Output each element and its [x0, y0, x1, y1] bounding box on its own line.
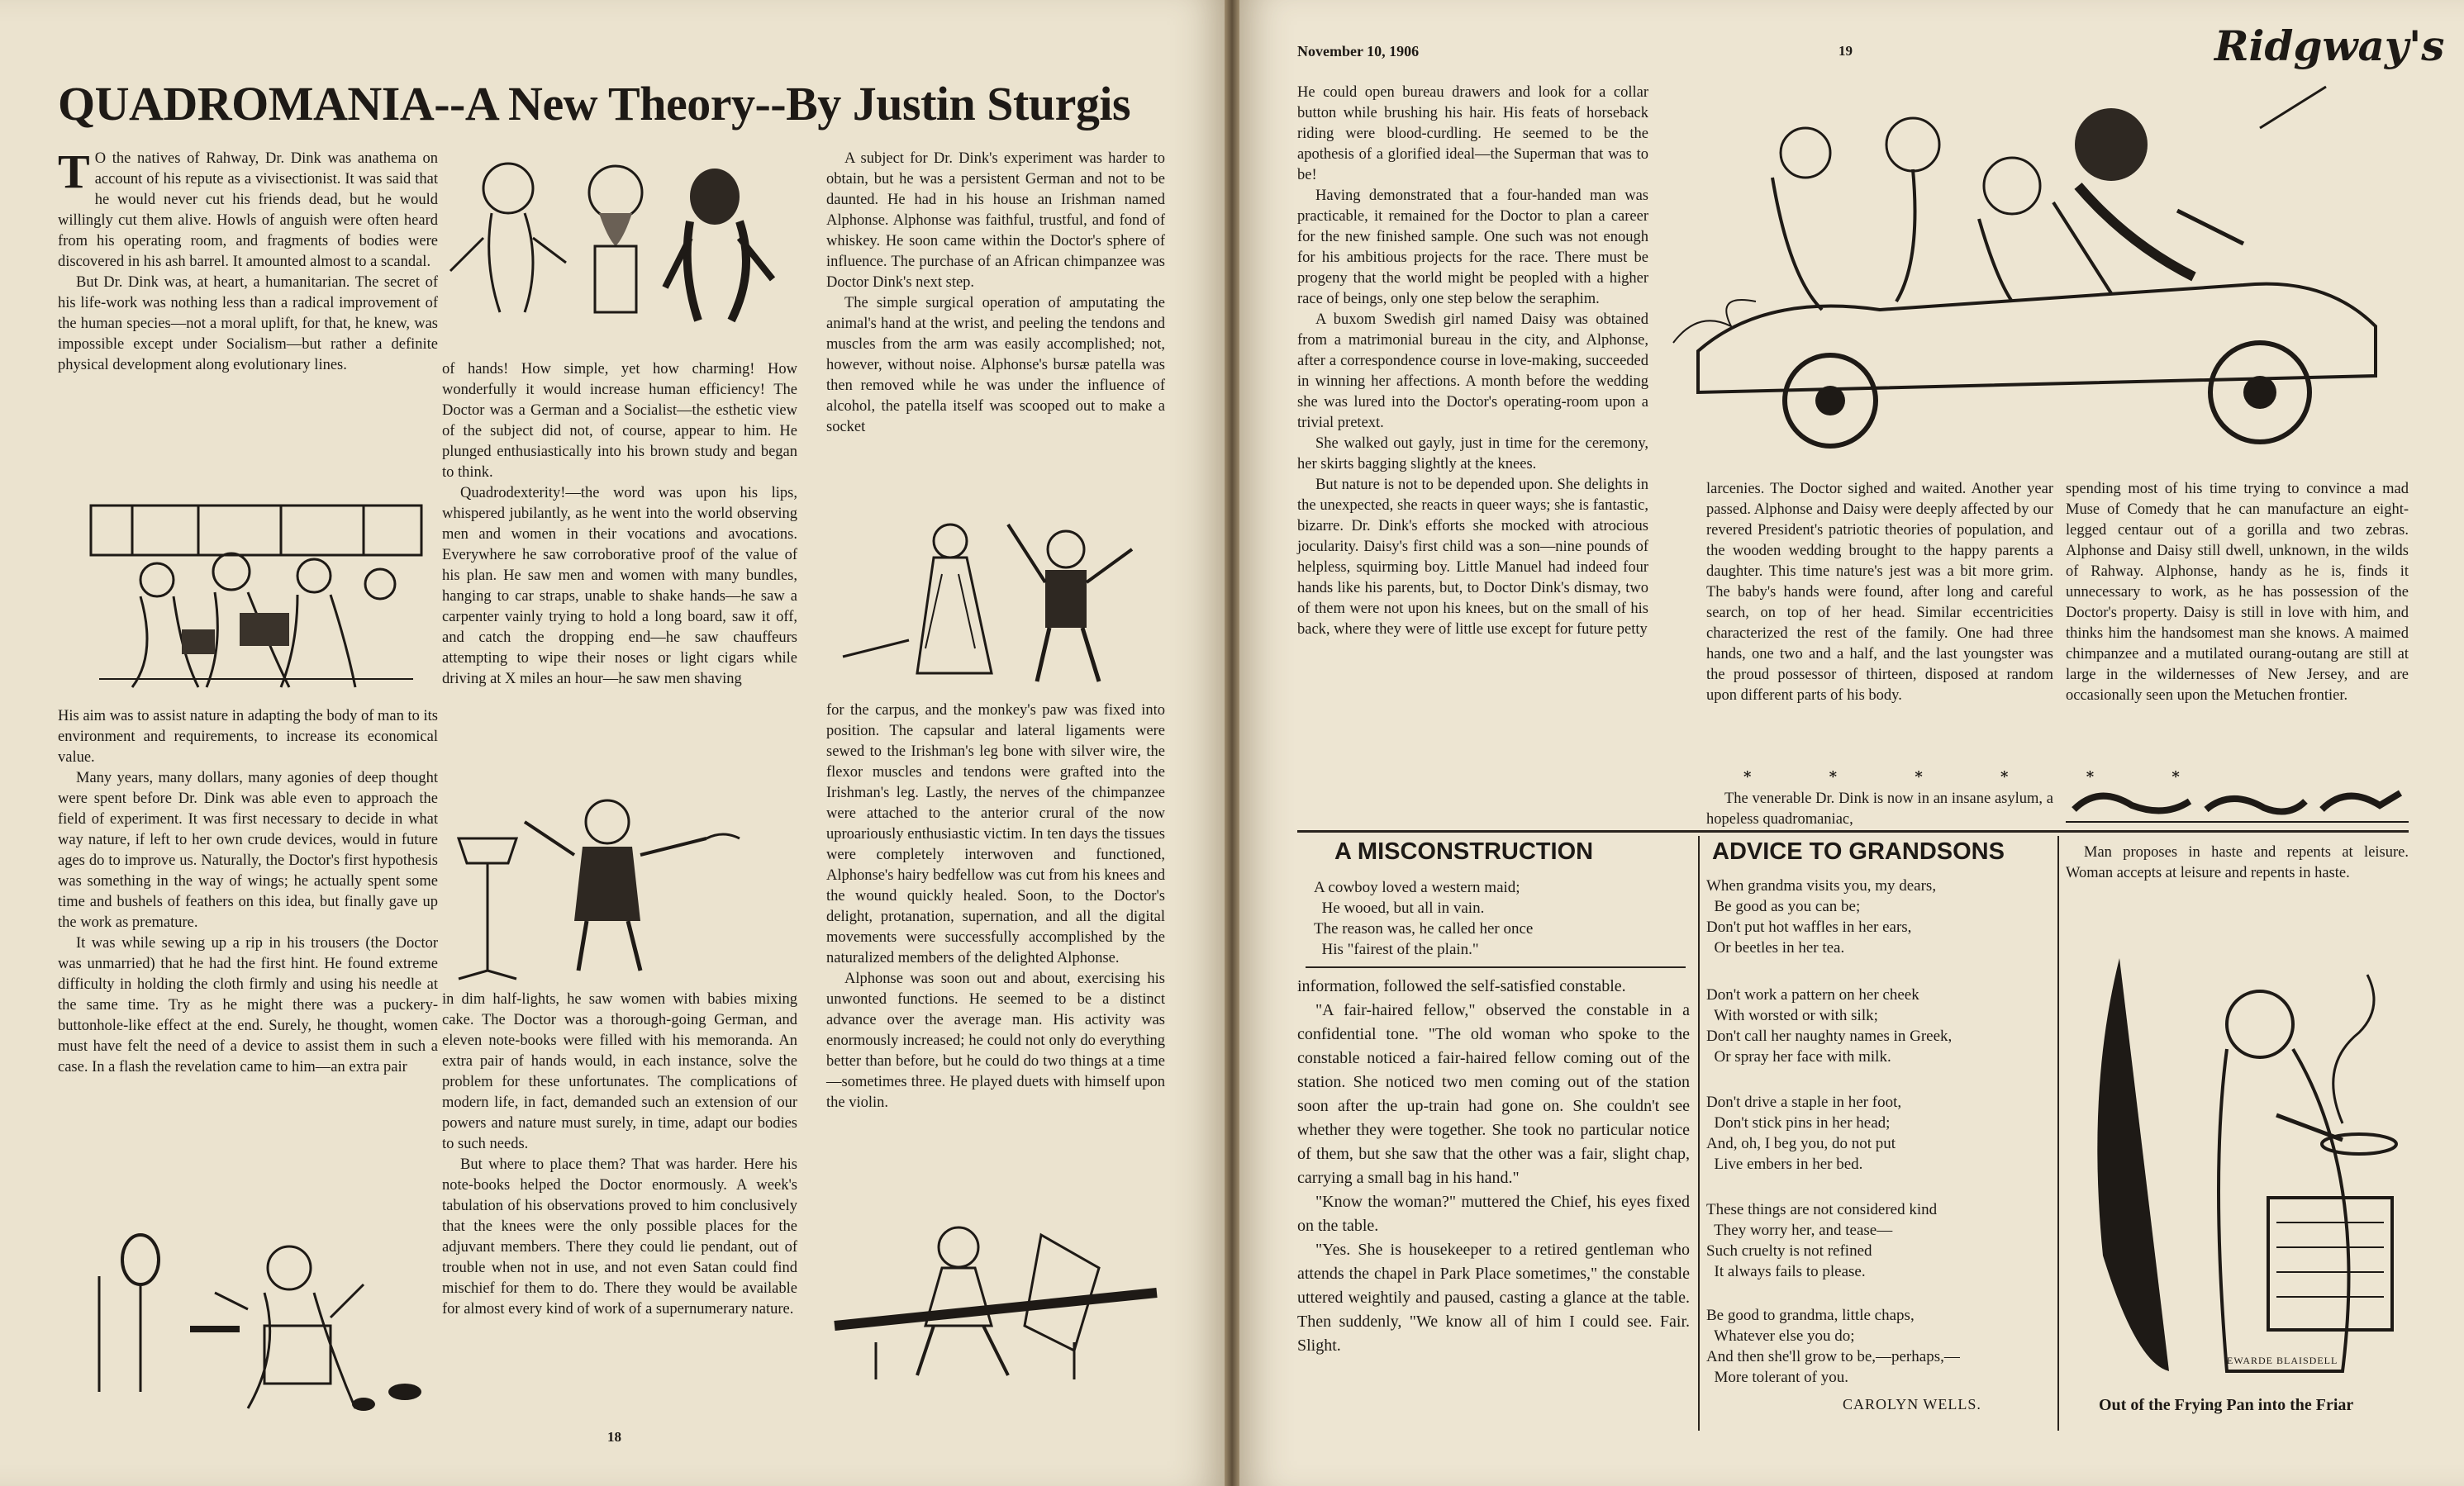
- advice-stanza-1: When grandma visits you, my dears, Be good as you can be; Don't put hot waffles in her ears, Or beetles in her tea.: [1706, 877, 1937, 957]
- book-gutter: [1225, 0, 1239, 1486]
- friar-drawing: [2070, 925, 2409, 1388]
- conductor-drawing: [442, 789, 797, 983]
- frieze-drawing: [2066, 776, 2409, 826]
- ape-drawing: [442, 147, 797, 349]
- section-divider: [1297, 830, 2409, 833]
- paragraph: for the carpus, and the monkey's paw was fixed into position. The capsular and lateral ligaments were sewed to the Irishman's leg bone with silver wire, the flexor muscles and tendons were grafted into the Irishman's leg. Lastly, the nerves of the chimpanzee were attached to the anterior crural of the now uproariously enthusiastic victim. In ten days the tissues were completely interwoven and functioned, Alphonse's hairy bedfellow was cut from his knees and the wound quickly healed. Soon, to the Doctor's delight, protanation, supernation, and all the digital movements were successfully accomplished by the naturalized members of the delighted Alphonse.: [826, 702, 1165, 966]
- paragraph: Man proposes in haste and repents at leisure. Woman accepts at leisure and repents in haste.: [2066, 844, 2409, 881]
- paragraph: But where to place them? That was harder. Here his note-books helped the Doctor enormously. A week's tabulation of his observations proved to him conclusively that the knees were the only possible places for the adjuvant members. There they could lie pendant, out of trouble when not in use, and not even Satan could find mischief for them to do. There they would be available for almost every kind of work of a supernumerary nature.: [442, 1156, 797, 1317]
- right-col2-end: [1706, 789, 2053, 830]
- left-col1-bottom: [58, 706, 438, 1078]
- left-col2-bottom: [442, 990, 797, 1320]
- right-page: [1239, 0, 2464, 1486]
- conductor-illustration: [442, 789, 797, 983]
- dancing-couple-illustration: [826, 500, 1165, 694]
- dancing-drawing: [826, 500, 1165, 694]
- left-col3-top: [826, 149, 1165, 438]
- advice-stanza-3: Don't drive a staple in her foot, Don't stick pins in her head; And, oh, I beg you, do not put Live embers in her bed.: [1706, 1094, 1902, 1173]
- column-rule: [1698, 836, 1700, 1431]
- streetcar-crowd-illustration: [83, 489, 430, 696]
- streetcar-drawing: [83, 489, 430, 696]
- paragraph: Quadrodexterity!—the word was upon his lips, whispered jubilantly, as he went into the world observing men and women in their vocations and avocations. Everywhere he saw corroborative proof of the value of his plan. He saw men and women with many bundles, hanging to car straps, unable to shake hands—he saw a carpenter vainly trying to hold a long board, saw it off, and catch the dropping end—he saw chauffeurs attempting to wipe their noses or light cigars while driving at X miles an hour—he saw men shaving: [442, 485, 797, 687]
- magazine-brand: Ridgway's: [2214, 21, 2445, 70]
- quip-text: [2066, 843, 2409, 884]
- automobile-drawing: [1665, 78, 2409, 454]
- paragraph: A subject for Dr. Dink's experiment was harder to obtain, but he was a persistent German and not to be daunted. He had in his house an Irishman named Alphonse. Alphonse was faithful, trustful, and fond of whiskey. He soon came within the Doctor's sphere of influence. The purchase of an African chimpanzee was Doctor Dink's next step.: [826, 150, 1165, 291]
- paragraph: But Dr. Dink was, at heart, a humanitarian. The secret of his life-work was nothing less than a radical improvement of the human species—not a moral uplift, for that, he knew, was impossible except under Socialism—but rather a definite physical development along evolutionary lines.: [58, 274, 438, 373]
- paragraph: His aim was to assist nature in adapting the body of man to its environment and requirements, to increase its economical value.: [58, 708, 438, 766]
- right-col1-top: [1297, 83, 1648, 640]
- advice-stanza-2: Don't work a pattern on her cheek With worsted or with silk; Don't call her naughty names in Greek, Or spray her face with milk.: [1706, 986, 1953, 1066]
- paragraph: "A fair-haired fellow," observed the constable in a confidential tone. "The old woman who spoke to the constable noticed a fair-haired fellow coming out of the station. She noticed two men coming out of the station soon after the up-train had gone on. She couldn't see whether they were together. She took no particular notice of them, but she saw that the other was a fair, slight chap, carrying a small bag in his hand.": [1297, 1001, 1690, 1187]
- article-headline: QUADROMANIA--A New Theory--By Justin Sturgis: [58, 77, 1131, 131]
- section-stars: * * * * * *: [1743, 768, 2216, 786]
- paragraph: larcenies. The Doctor sighed and waited. Another year passed. Alphonse and Daisy were deeply affected by our revered President's patriotic theories of population, and the wooden wedding brought to the happy parents a daughter. This time nature's jest was a bit more grim. The baby's hands were found, after long and careful search, on top of her head. Similar eccentricities characterized the rest of the family. One had three hands, one two and a half, and the last youngster was the proud possessor of thirteen, disposed at random upon different parts of his body.: [1706, 481, 2053, 704]
- issue-date: November 10, 1906: [1297, 43, 1420, 59]
- animal-frieze-illustration: [2066, 776, 2409, 826]
- left-col3-bottom: [826, 700, 1165, 1113]
- poem-rule: [1306, 966, 1686, 968]
- paragraph: Having demonstrated that a four-handed man was practicable, it remained for the Doctor to plan a career for the new finished sample. One such was not enough for his ambitious projects for the race. There must be progeny that the world might be peopled with a higher race of beings, only one step below the seraphim.: [1297, 188, 1648, 307]
- advice-stanza-4: These things are not considered kind They worry her, and tease— Such cruelty is not refined It always fails to please.: [1706, 1201, 1938, 1280]
- carpenter-drawing: [826, 1218, 1165, 1388]
- paragraph: He could open bureau drawers and look for a collar button while brushing his hair. His feats of horseback riding were blood-curdling. He seemed to be the apothesis of a glorified ideal—the Superman that was to be!: [1297, 84, 1648, 183]
- paragraph: She walked out gayly, just in time for the ceremony, her skirts bagging slightly at the knees.: [1297, 435, 1648, 472]
- shaving-man-illustration: [83, 1227, 430, 1425]
- doctor-and-ape-illustration: [442, 147, 797, 349]
- friar-frying-pan-illustration: [2070, 925, 2409, 1388]
- page-number: 19: [1838, 43, 1853, 59]
- page-number: 18: [607, 1429, 621, 1445]
- misconstruction-poem: A cowboy loved a western maid; He wooed, but all in vain. The reason was, he called her once His "fairest of the plain.": [1314, 879, 1534, 958]
- poem-signature: CAROLYN WELLS.: [1843, 1396, 1981, 1412]
- right-col3-top: [2066, 479, 2409, 706]
- shaving-drawing: [83, 1227, 430, 1425]
- drop-cap: T: [58, 145, 90, 198]
- paragraph: It was while sewing up a rip in his trousers (the Doctor was unmarried) that he had the first hint. He found extreme difficulty in holding the cloth firmly and using his needle at the same time. Try as he might there was a puckery-buttonhole-like effect at the end. Surely, he thought, women must have felt the need of a device to assist them in such a case. In a flash the revelation came to him—an extra pair: [58, 935, 438, 1075]
- paragraph: of hands! How simple, yet how charming! How wonderfully it would increase human efficiency! The Doctor was a German and a Socialist—the esthetic view of the subject did not, of course, appear to him. He plunged enthusiastically into his brown study and began to think.: [442, 361, 797, 481]
- left-col2-mid: [442, 359, 797, 690]
- paragraph: A buxom Swedish girl named Daisy was obtained from a matrimonial bureau in the city, and Alphonse, after a correspondence course in love-making, succeeded in winning her affections. A month before the wedding she was lured into the Doctor's operating-room upon a trivial pretext.: [1297, 311, 1648, 431]
- paragraph: Many years, many dollars, many agonies of deep thought were spent before Dr. Dink was able even to approach the field of experiment. It was first necessary to decide in what way nature, if left to her own crude devices, would in future ages do to improve us. Naturally, the Doctor's first hypothesis was something in the way of wings; he actually spent some time and bushels of feathers on this idea, but finally gave up the work as premature.: [58, 770, 438, 931]
- carpenter-illustration: [826, 1218, 1165, 1388]
- paragraph: The venerable Dr. Dink is now in an insane asylum, a hopeless quadromaniac,: [1706, 790, 2053, 828]
- column-rule: [2057, 836, 2059, 1431]
- paragraph: information, followed the self-satisfied constable.: [1297, 977, 1626, 995]
- advice-stanza-5: Be good to grandma, little chaps, Whatever else you do; And then she'll grow to be,—perhaps,— More tolerant of you.: [1706, 1307, 1960, 1386]
- paragraph: O the natives of Rahway, Dr. Dink was anathema on account of his repute as a vivisectionist. It was said that he would never cut his friends dead, but he would willingly cut them alive. Howls of anguish were often heard from his operating room, and fragments of bodies were discovered in his ash barrel. It amounted almost to a scandal.: [58, 150, 438, 270]
- paragraph: The simple surgical operation of amputating the animal's hand at the wrist, and peeling the tendons and muscles from the arm was easily accomplished; not, however, without noise. Alphonse's bursæ patella was then removed while he was under the influence of alcohol, the patella itself was scooped out to make a socket: [826, 295, 1165, 435]
- artist-signature: EWARDE BLAISDELL: [2227, 1355, 2338, 1366]
- left-col1-top: [58, 145, 438, 376]
- paragraph: Alphonse was soon out and about, exercising his unwonted functions. He seemed to be a distinct advance over the average man. His activity was enormously increased; he could not only do everything better than before, but he could do two things at a time—sometimes three. He played duets with himself upon the violin.: [826, 971, 1165, 1111]
- paragraph: "Yes. She is housekeeper to a retired gentleman who attends the chapel in Park Place sometimes," the constable uttered weightily and paused, casting a glance at the table. Then suddenly, "We know all of him I could see. Fair. Slight.: [1297, 1241, 1690, 1355]
- misconstruction-story: [1297, 975, 1690, 1358]
- paragraph: spending most of his time trying to convince a mad Muse of Comedy that he can manufacture an eight-legged centaur out of a gorilla and two zebras. Alphonse and Daisy still dwell, unknown, in the wilds of Rahway. Alphonse, handy as he is, finds it unnecessary to work, as he has possession of the Doctor's property. Daisy is still in love with him, and thinks him the handsomest man she knows. A maimed chimpanzee and a mutilated ourang-outang are still at large in the wildernesses of New Jersey, and are occasionally seen upon the Metuchen frontier.: [2066, 481, 2409, 704]
- advice-heading: ADVICE TO GRANDSONS: [1712, 838, 2005, 865]
- paragraph: But nature is not to be depended upon. She delights in the unexpected, she reacts in queer ways; she is fantastic, bizarre. Dr. Dink's efforts she mocked with atrocious jocularity. Daisy's first child was a son—nine pounds of helpless, squirming boy. Little Manuel had indeed four hands like his parents, but, to Doctor Dink's dismay, two of them were not upon his knees, but on the small of his back, where they were of little use except for future petty: [1297, 477, 1648, 638]
- family-automobile-illustration: [1665, 78, 2409, 454]
- paragraph: "Know the woman?" muttered the Chief, his eyes fixed on the table.: [1297, 1193, 1690, 1235]
- left-page: [0, 0, 1225, 1486]
- paragraph: in dim half-lights, he saw women with babies mixing cake. The Doctor was a thorough-going German, and eleven note-books were filled with his memoranda. An extra pair of hands would, in each instance, solve the problem for these unfortunates. The complications of modern life, in fact, demanded such an extension of our powers and nature must surely, in time, adapt our bodies to such needs.: [442, 991, 797, 1152]
- cartoon-caption: Out of the Frying Pan into the Friar: [2099, 1396, 2354, 1414]
- right-col2-top: [1706, 479, 2053, 706]
- misconstruction-heading: A MISCONSTRUCTION: [1334, 838, 1594, 865]
